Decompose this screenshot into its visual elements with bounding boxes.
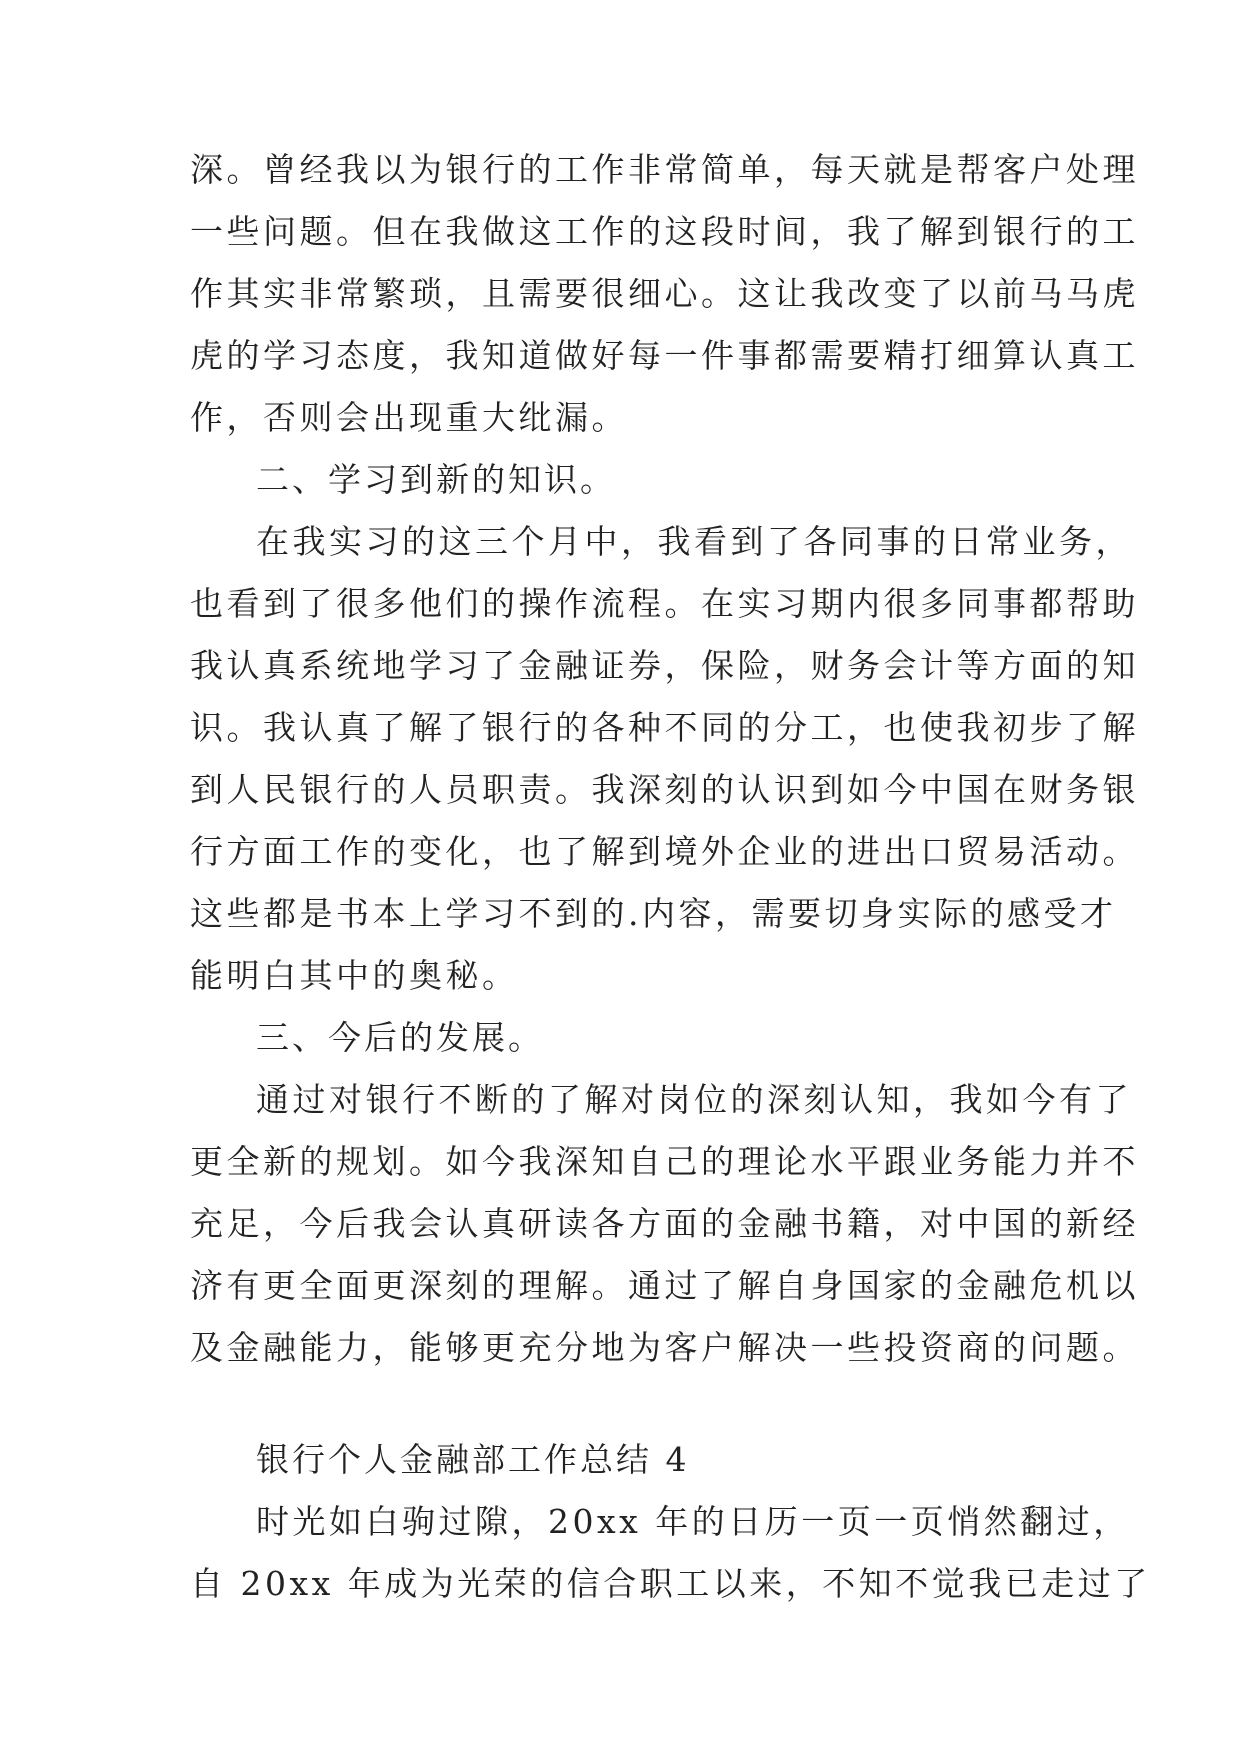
text-line: 充足，今后我会认真研读各方面的金融书籍，对中国的新经: [190, 1204, 1139, 1243]
text-line: 作，否则会出现重大纰漏。: [190, 398, 628, 437]
text-line: 济有更全面更深刻的理解。通过了解自身国家的金融危机以: [190, 1266, 1139, 1305]
text-line: 也看到了很多他们的操作流程。在实习期内很多同事都帮助: [190, 584, 1139, 623]
text-line: 一些问题。但在我做这工作的这段时间，我了解到银行的工: [190, 212, 1139, 251]
text-line: 行方面工作的变化，也了解到境外企业的进出口贸易活动。: [190, 832, 1139, 871]
text-line: 在我实习的这三个月中，我看到了各同事的日常业务，: [256, 522, 1132, 561]
text-line: 自 20xx 年成为光荣的信合职工以来，不知不觉我已走过了: [190, 1564, 1151, 1603]
text-line: 及金融能力，能够更充分地为客户解决一些投资商的问题。: [190, 1328, 1139, 1367]
text-line: 作其实非常繁琐，且需要很细心。这让我改变了以前马马虎: [190, 274, 1139, 313]
text-line: 识。我认真了解了银行的各种不同的分工，也使我初步了解: [190, 708, 1139, 747]
section-heading: 二、学习到新的知识。: [256, 460, 616, 499]
text-line: 我认真系统地学习了金融证券，保险，财务会计等方面的知: [190, 646, 1139, 685]
text-line: 到人民银行的人员职责。我深刻的认识到如今中国在财务银: [190, 770, 1139, 809]
text-line: 时光如白驹过隙，20xx 年的日历一页一页悄然翻过，: [256, 1502, 1130, 1541]
text-line: 这些都是书本上学习不到的.内容，需要切身实际的感受才: [190, 894, 1117, 933]
text-line: 更全新的规划。如今我深知自己的理论水平跟业务能力并不: [190, 1142, 1139, 1181]
text-line: 能明白其中的奥秘。: [190, 956, 519, 995]
section-title: 银行个人金融部工作总结 4: [256, 1440, 690, 1479]
text-line: 通过对银行不断的了解对岗位的深刻认知，我如今有了: [256, 1080, 1132, 1119]
text-line: 深。曾经我以为银行的工作非常简单，每天就是帮客户处理: [190, 150, 1139, 189]
text-line: 虎的学习态度，我知道做好每一件事都需要精打细算认真工: [190, 336, 1139, 375]
section-heading: 三、今后的发展。: [256, 1018, 544, 1057]
